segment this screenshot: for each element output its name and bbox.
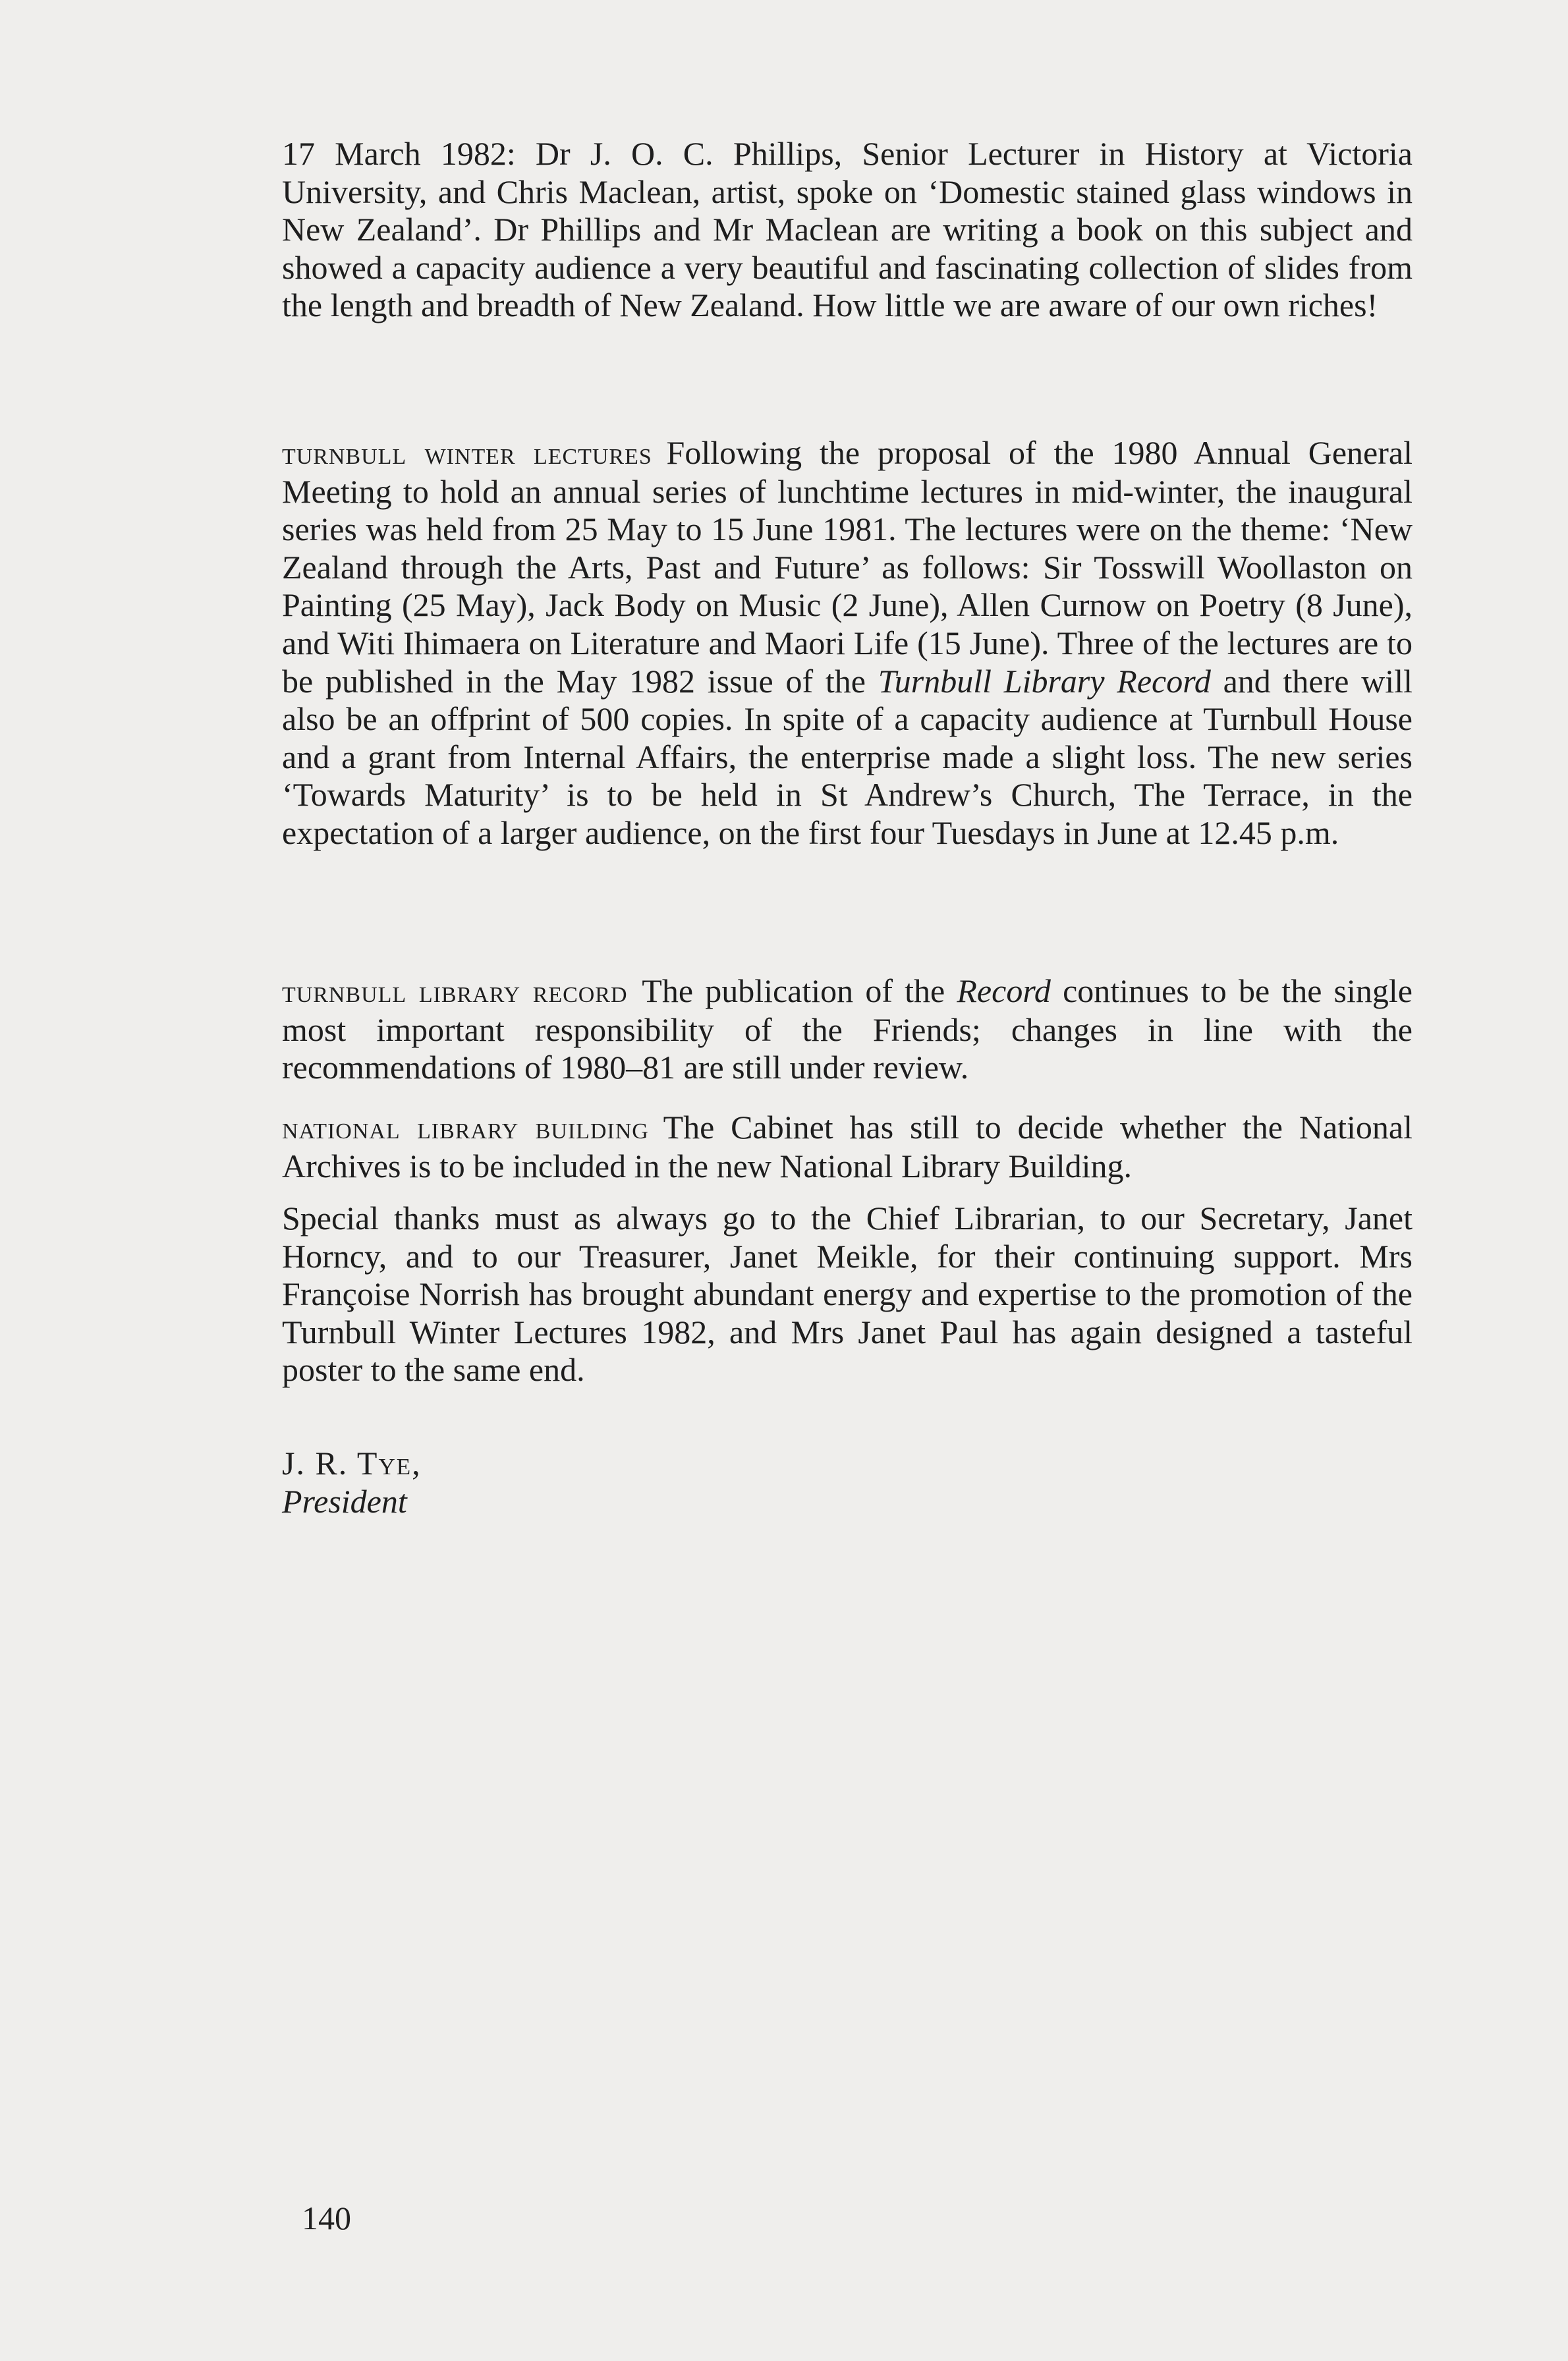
page-number: 140 — [302, 2200, 351, 2236]
section-text: The Cabinet has still to decide whether the National Archives is to be included in the new National Library Building. — [282, 1109, 1413, 1184]
section-library-building — [282, 1109, 1413, 1185]
section-text-continued: continues to be the single most important responsibility of the Friends; changes in line with the recommendations of 1980–81 are still under review. — [282, 972, 1413, 1086]
paragraph-text: Special thanks must as always go to the Chief Librarian, to our Secretary, Janet Horncy, and to our Treasurer, Janet Meikle, for their continuing support. Mrs Françoise Norrish has brought abundant energy and expertise to the promotion of the Turnbull Winter Lectures 1982, and Mrs Janet Paul has again designed a tasteful poster to the same end. — [282, 1200, 1413, 1389]
signature-block — [282, 1445, 1413, 1520]
paragraph-thanks — [282, 1200, 1413, 1389]
section-winter-lectures — [282, 434, 1413, 852]
paragraph-text: 17 March 1982: Dr J. O. C. Phillips, Senior Lecturer in History at Victoria University, and Chris Maclean, artist, spoke on ‘Domestic stained glass windows in New Zealand’. Dr Phillips and Mr Maclean are writing a book on this subject and showed a capacity audience a very beautiful and fascinating collection of slides from the length and breadth of New Zealand. How little we are aware of our own riches! — [282, 135, 1413, 324]
journal-title: Turnbull Library Record — [878, 662, 1211, 700]
section-heading: turnbull winter lectures — [282, 436, 652, 471]
section-text: The publication of the — [642, 972, 957, 1009]
signature-name: J. R. Tye, — [282, 1445, 422, 1482]
section-text-continued: and there will also be an offprint of 500 copies. In spite of a capacity audience at Turnbull House and a grant from Internal Affairs, the enterprise made a slight loss. The new series ‘Towards Maturity’ is to be held in St Andrew’s Church, The Terrace, in the expectation of a larger audience, on the first four Tuesdays in June at 12.45 p.m. — [282, 662, 1413, 851]
paragraph-march-1982 — [282, 135, 1413, 325]
signature-title: President — [282, 1482, 407, 1520]
section-heading: turnbull library record — [282, 974, 628, 1009]
journal-title: Record — [957, 972, 1051, 1009]
section-text: Following the proposal of the 1980 Annual General Meeting to hold an annual series of lunchtime lectures in mid-winter, the inaugural series was held from 25 May to 15 June 1981. The lectures were on the theme: ‘New Zealand through the Arts, Past and Future’ as follows: Sir Tosswill Woollaston on Painting (25 May), Jack Body on Music (2 June), Allen Curnow on Poetry (8 June), and Witi Ihimaera on Literature and Maori Life (15 June). Three of the lectures are to be published in the May 1982 issue of the — [282, 434, 1413, 700]
section-heading: national library building — [282, 1111, 649, 1146]
section-library-record — [282, 972, 1413, 1087]
